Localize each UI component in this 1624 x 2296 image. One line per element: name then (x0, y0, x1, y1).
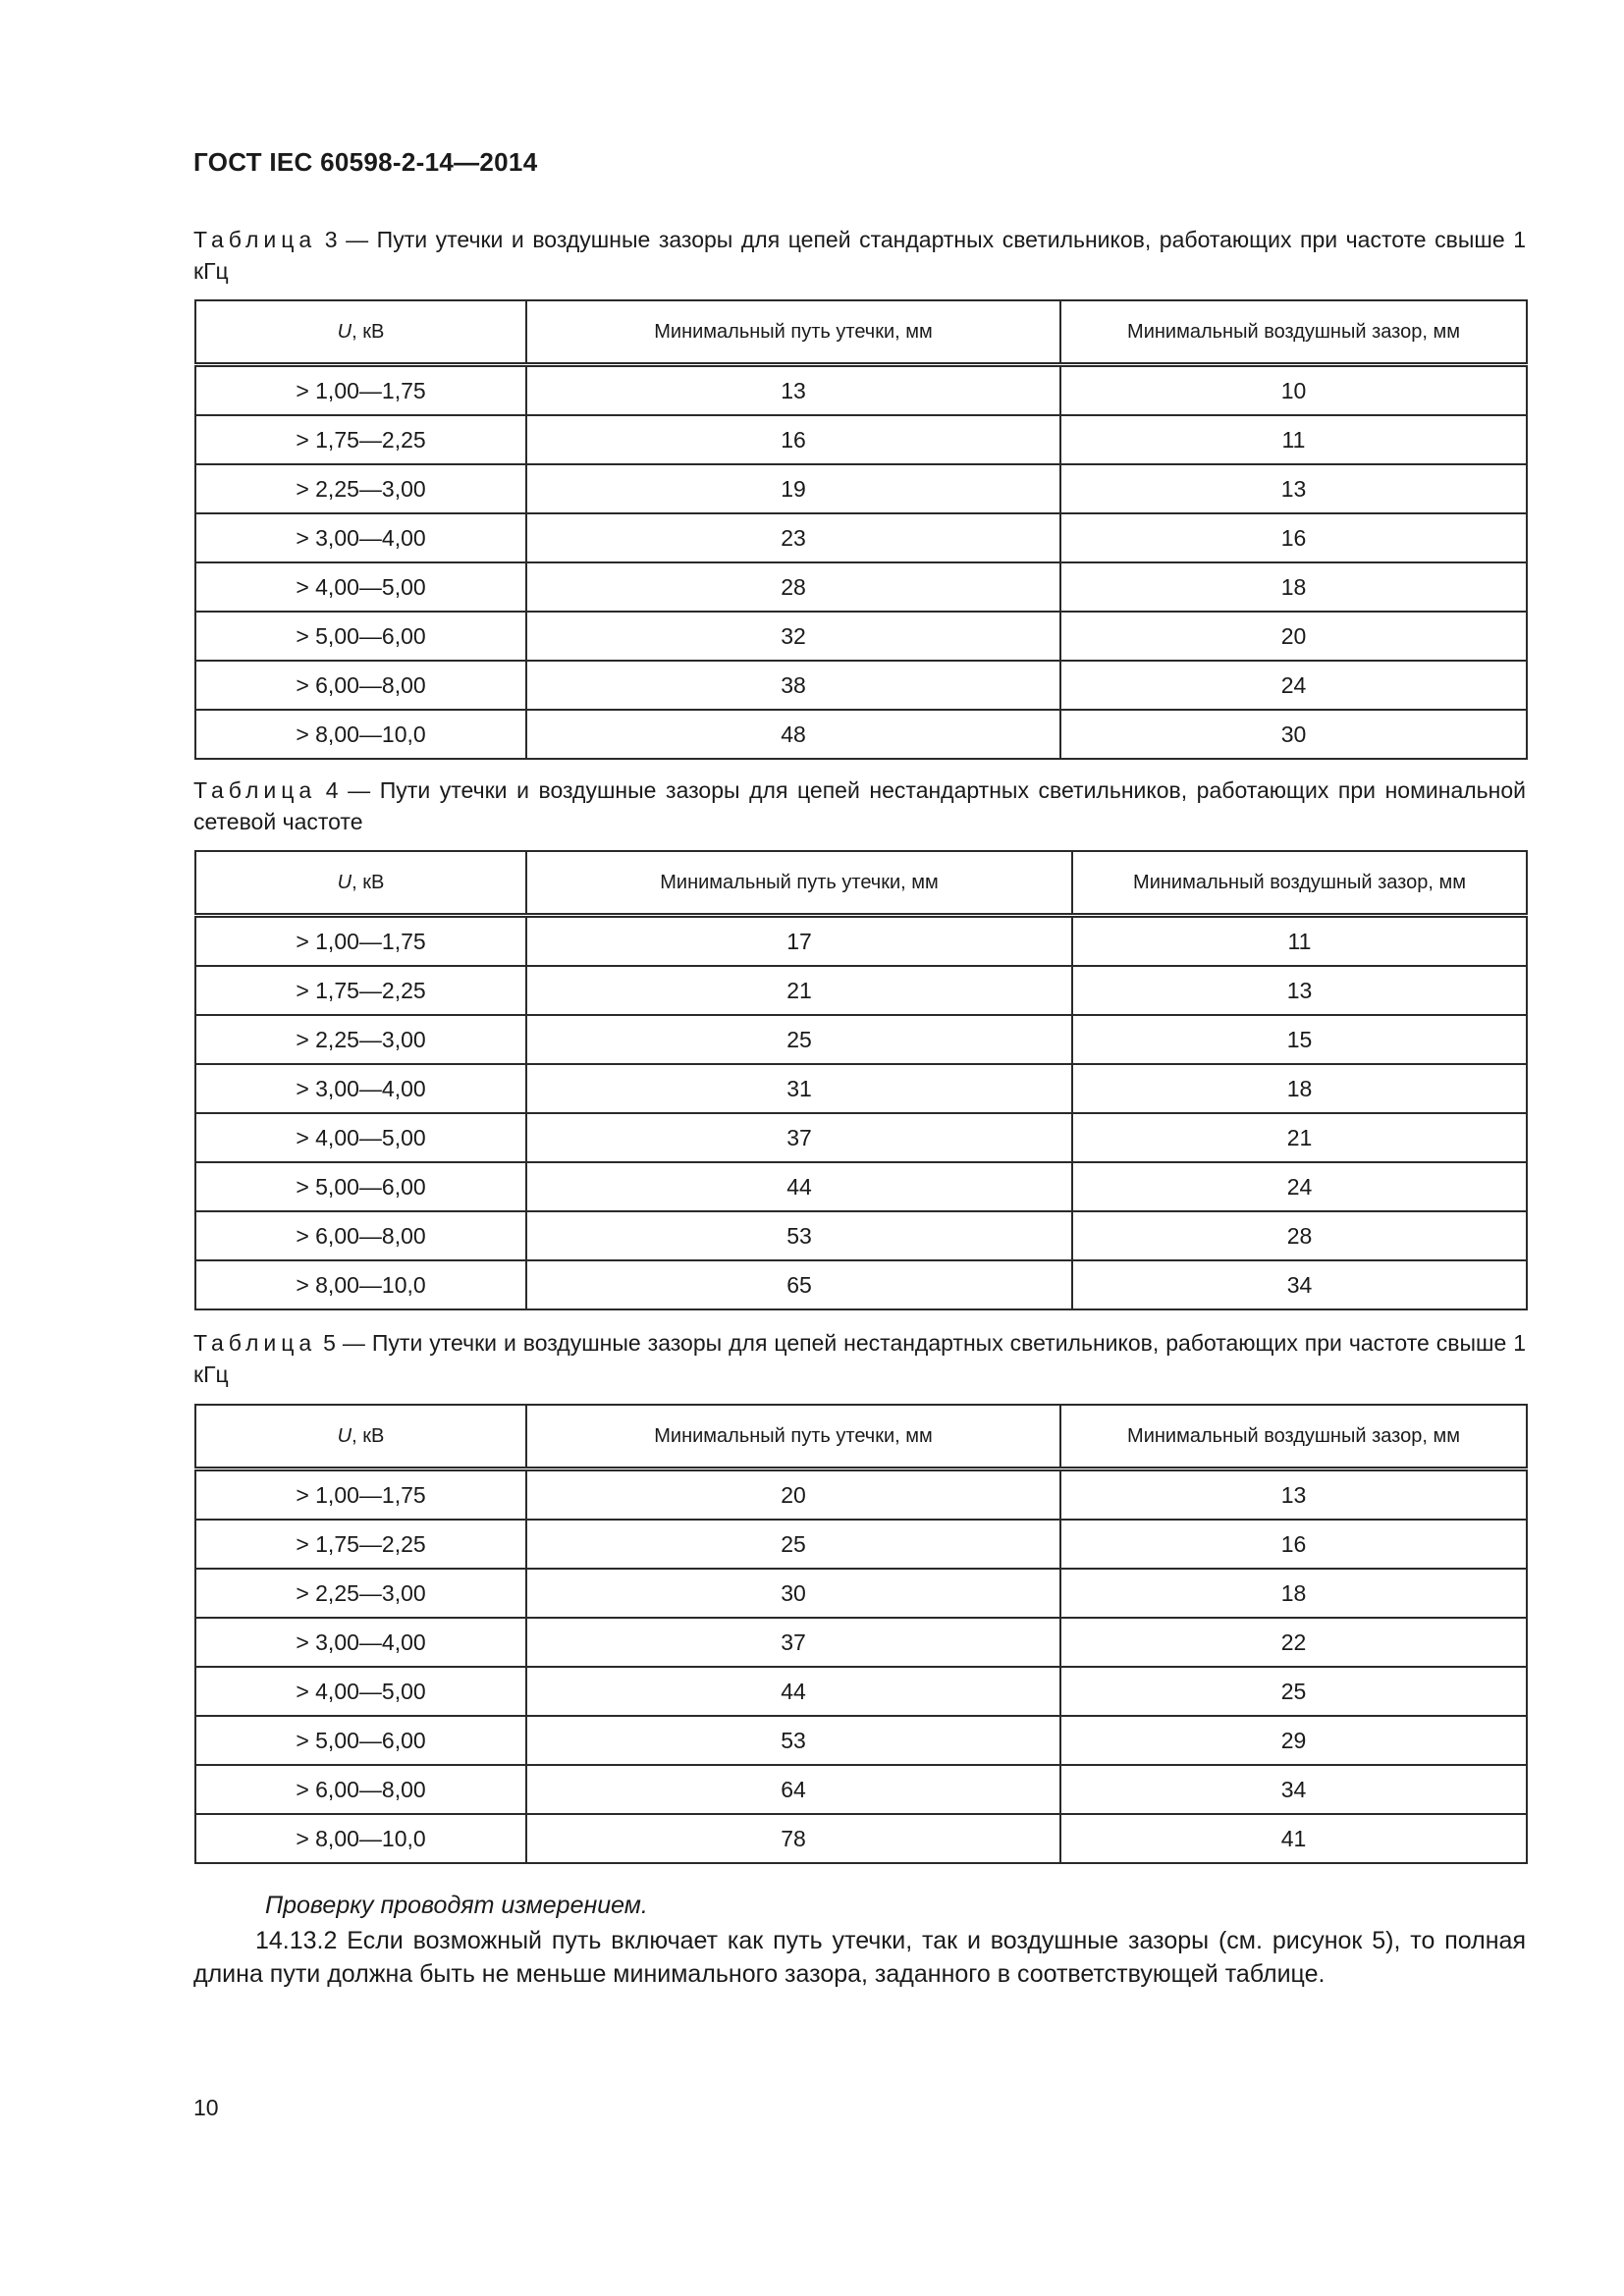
cell-creepage: 23 (526, 513, 1060, 562)
table4-caption-text: 4 — Пути утечки и воздушные зазоры для цепей нестандартных светильников, работающих при номинальной сетевой частоте (193, 777, 1526, 834)
cell-clearance: 16 (1060, 513, 1527, 562)
cell-creepage: 31 (526, 1064, 1072, 1113)
table5-caption-text: 5 — Пути утечки и воздушные зазоры для цепей нестандартных светильников, работающих при частоте свыше 1 кГц (193, 1330, 1526, 1387)
table-row (195, 1113, 1527, 1162)
table4-label: Таблица (193, 777, 317, 803)
table-header-row (195, 1405, 1527, 1469)
table-header-row (195, 300, 1527, 365)
cell-creepage: 25 (526, 1520, 1060, 1569)
table-row (195, 1469, 1527, 1521)
cell-voltage-range: > 6,00—8,00 (195, 1765, 526, 1814)
cell-clearance: 16 (1060, 1520, 1527, 1569)
cell-creepage: 64 (526, 1765, 1060, 1814)
table5-label: Таблица (193, 1330, 317, 1356)
cell-voltage-range: > 1,00—1,75 (195, 1469, 526, 1521)
cell-voltage-range: > 8,00—10,0 (195, 1814, 526, 1863)
cell-creepage: 53 (526, 1716, 1060, 1765)
cell-clearance: 10 (1060, 365, 1527, 416)
page-number: 10 (193, 2095, 219, 2120)
table-row (195, 464, 1527, 513)
cell-clearance: 41 (1060, 1814, 1527, 1863)
cell-clearance: 24 (1060, 661, 1527, 710)
table3 (194, 299, 1528, 760)
cell-clearance: 13 (1060, 464, 1527, 513)
table-row (195, 1211, 1527, 1260)
cell-voltage-range: > 1,75—2,25 (195, 1520, 526, 1569)
cell-clearance: 24 (1072, 1162, 1527, 1211)
cell-clearance: 30 (1060, 710, 1527, 759)
table-row (195, 710, 1527, 759)
table-row (195, 365, 1527, 416)
table-row (195, 661, 1527, 710)
table-row (195, 1162, 1527, 1211)
cell-voltage-range: > 4,00—5,00 (195, 1113, 526, 1162)
voltage-symbol: U (337, 871, 352, 893)
cell-clearance: 15 (1072, 1015, 1527, 1064)
voltage-unit: , кВ (352, 1424, 385, 1447)
cell-voltage-range: > 8,00—10,0 (195, 1260, 526, 1309)
table-row (195, 1716, 1527, 1765)
table-row (195, 513, 1527, 562)
document-header: ГОСТ IEC 60598-2-14—2014 (193, 147, 538, 177)
column-header-voltage (195, 1405, 526, 1469)
cell-voltage-range: > 1,00—1,75 (195, 916, 526, 967)
cell-creepage: 37 (526, 1113, 1072, 1162)
table-row (195, 1260, 1527, 1309)
table4-caption (193, 774, 1526, 837)
table3-caption (193, 224, 1526, 287)
table-row (195, 1520, 1527, 1569)
cell-voltage-range: > 5,00—6,00 (195, 612, 526, 661)
cell-creepage: 37 (526, 1618, 1060, 1667)
cell-clearance: 13 (1072, 966, 1527, 1015)
cell-voltage-range: > 3,00—4,00 (195, 1618, 526, 1667)
cell-clearance: 28 (1072, 1211, 1527, 1260)
column-header-creepage: Минимальный путь утечки, мм (526, 300, 1060, 365)
table-row (195, 916, 1527, 967)
cell-voltage-range: > 5,00—6,00 (195, 1716, 526, 1765)
cell-voltage-range: > 2,25—3,00 (195, 1015, 526, 1064)
table-row (195, 415, 1527, 464)
cell-voltage-range: > 5,00—6,00 (195, 1162, 526, 1211)
clause-text: 14.13.2 Если возможный путь включает как путь утечки, так и воздушные зазоры (см. рисунок 5), то полная длина пути должна быть не меньше минимального зазора, заданного в соответствующей таблице. (193, 1927, 1526, 1988)
column-header-creepage: Минимальный путь утечки, мм (526, 1405, 1060, 1469)
cell-voltage-range: > 1,75—2,25 (195, 966, 526, 1015)
cell-creepage: 48 (526, 710, 1060, 759)
cell-clearance: 18 (1072, 1064, 1527, 1113)
cell-voltage-range: > 8,00—10,0 (195, 710, 526, 759)
cell-creepage: 19 (526, 464, 1060, 513)
table-row (195, 612, 1527, 661)
cell-voltage-range: > 2,25—3,00 (195, 1569, 526, 1618)
cell-voltage-range: > 4,00—5,00 (195, 562, 526, 612)
voltage-symbol: U (337, 1424, 352, 1447)
check-note: Проверку проводят измерением. (265, 1892, 648, 1919)
cell-voltage-range: > 4,00—5,00 (195, 1667, 526, 1716)
cell-clearance: 18 (1060, 1569, 1527, 1618)
table-row (195, 1765, 1527, 1814)
cell-creepage: 65 (526, 1260, 1072, 1309)
cell-clearance: 13 (1060, 1469, 1527, 1521)
table4 (194, 850, 1528, 1310)
cell-creepage: 32 (526, 612, 1060, 661)
column-header-creepage: Минимальный путь утечки, мм (526, 851, 1072, 916)
cell-creepage: 44 (526, 1162, 1072, 1211)
table3-caption-text: 3 — Пути утечки и воздушные зазоры для цепей стандартных светильников, работающих при частоте свыше 1 кГц (193, 227, 1526, 284)
cell-clearance: 11 (1072, 916, 1527, 967)
voltage-unit: , кВ (352, 871, 385, 893)
cell-clearance: 29 (1060, 1716, 1527, 1765)
table3-label: Таблица (193, 227, 317, 252)
table-row (195, 1667, 1527, 1716)
cell-clearance: 34 (1060, 1765, 1527, 1814)
clause-paragraph (193, 1924, 1526, 1991)
cell-voltage-range: > 6,00—8,00 (195, 1211, 526, 1260)
column-header-voltage (195, 851, 526, 916)
cell-voltage-range: > 2,25—3,00 (195, 464, 526, 513)
cell-clearance: 20 (1060, 612, 1527, 661)
cell-clearance: 22 (1060, 1618, 1527, 1667)
table-row (195, 966, 1527, 1015)
cell-clearance: 11 (1060, 415, 1527, 464)
column-header-clearance: Минимальный воздушный зазор, мм (1060, 300, 1527, 365)
column-header-clearance: Минимальный воздушный зазор, мм (1072, 851, 1527, 916)
voltage-unit: , кВ (352, 320, 385, 343)
cell-creepage: 21 (526, 966, 1072, 1015)
table-row (195, 1015, 1527, 1064)
cell-voltage-range: > 1,00—1,75 (195, 365, 526, 416)
cell-voltage-range: > 3,00—4,00 (195, 513, 526, 562)
table-header-row (195, 851, 1527, 916)
cell-creepage: 20 (526, 1469, 1060, 1521)
cell-creepage: 28 (526, 562, 1060, 612)
table-row (195, 1569, 1527, 1618)
cell-creepage: 53 (526, 1211, 1072, 1260)
cell-voltage-range: > 3,00—4,00 (195, 1064, 526, 1113)
cell-creepage: 30 (526, 1569, 1060, 1618)
cell-voltage-range: > 1,75—2,25 (195, 415, 526, 464)
cell-creepage: 13 (526, 365, 1060, 416)
cell-clearance: 21 (1072, 1113, 1527, 1162)
table-row (195, 562, 1527, 612)
table-row (195, 1814, 1527, 1863)
cell-voltage-range: > 6,00—8,00 (195, 661, 526, 710)
column-header-clearance: Минимальный воздушный зазор, мм (1060, 1405, 1527, 1469)
cell-creepage: 17 (526, 916, 1072, 967)
table-row (195, 1064, 1527, 1113)
cell-creepage: 25 (526, 1015, 1072, 1064)
cell-creepage: 38 (526, 661, 1060, 710)
table-row (195, 1618, 1527, 1667)
table5-caption (193, 1327, 1526, 1390)
table5 (194, 1404, 1528, 1864)
cell-creepage: 16 (526, 415, 1060, 464)
column-header-voltage (195, 300, 526, 365)
cell-clearance: 34 (1072, 1260, 1527, 1309)
cell-clearance: 25 (1060, 1667, 1527, 1716)
voltage-symbol: U (337, 320, 352, 343)
cell-creepage: 44 (526, 1667, 1060, 1716)
cell-creepage: 78 (526, 1814, 1060, 1863)
cell-clearance: 18 (1060, 562, 1527, 612)
